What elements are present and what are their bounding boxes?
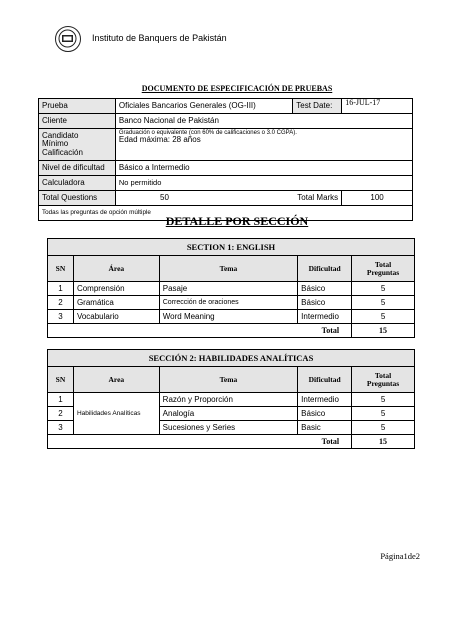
cliente-value: Banco Nacional de Pakistán (115, 114, 412, 129)
page-number: Página1de2 (380, 551, 420, 561)
table-row (48, 393, 415, 407)
total-marks-label: Total Marks (293, 191, 342, 206)
section2-total-label: Total (48, 435, 352, 449)
section2-header-dificultad: Dificultad (298, 367, 352, 393)
prueba-label: Prueba (39, 99, 116, 114)
total-questions-label: Total Questions (39, 191, 116, 206)
section1-caption: SECTION 1: ENGLISH (48, 239, 415, 256)
tema-cell: Pasaje (159, 282, 297, 296)
area-cell: Vocabulario (73, 310, 159, 324)
prueba-value: Oficiales Bancarios Generales (OG-III) (115, 99, 292, 114)
area-cell: Comprensión (73, 282, 159, 296)
test-date-value: 16-JUL-17 (342, 99, 413, 114)
sn-cell: 1 (48, 393, 74, 407)
spec-note: Todas las preguntas de opción múltiple (39, 206, 413, 221)
test-date-label: Test Date: (293, 99, 342, 114)
section1-header-tema: Tema (159, 256, 297, 282)
candidato-age: Edad máxima: 28 años (118, 135, 201, 145)
dificultad-cell: Intermedio (298, 310, 352, 324)
section1-header-sn: SN (48, 256, 74, 282)
table-row (48, 282, 415, 296)
total-questions-value: 50 (115, 191, 213, 206)
section2-header-area: Area (73, 367, 159, 393)
institution-logo (55, 26, 81, 52)
dificultad-cell: Básico (298, 296, 352, 310)
spec-table (38, 98, 413, 221)
detail-title: DETALLE POR SECCIÓN (165, 214, 309, 228)
section1-header-area: Área (73, 256, 159, 282)
dificultad-cell: Básico (298, 407, 352, 421)
total-cell: 5 (352, 393, 415, 407)
nivel-value: Básico a Intermedio (115, 161, 412, 176)
section2-table (47, 349, 415, 449)
area-cell: Habilidades Analíticas (73, 393, 159, 435)
section1-table (47, 238, 415, 338)
nivel-label: Nivel de dificultad (39, 161, 116, 176)
sn-cell: 3 (48, 421, 74, 435)
total-marks-value: 100 (342, 191, 413, 206)
total-cell: 5 (352, 282, 415, 296)
calculadora-label: Calculadora (39, 176, 116, 191)
total-cell: 5 (352, 296, 415, 310)
total-cell: 5 (352, 421, 415, 435)
section1-total-value: 15 (352, 324, 415, 338)
area-cell: Gramática (73, 296, 159, 310)
candidato-value (115, 129, 412, 161)
dificultad-cell: Intermedio (298, 393, 352, 407)
total-cell: 5 (352, 310, 415, 324)
section2-header-total: Total Preguntas (352, 367, 415, 393)
table-row (48, 310, 415, 324)
candidato-requirement: Graduación o equivalente (con 60% de calificaciones o 3.0 CGPA). (118, 130, 297, 136)
document-title: DOCUMENTO DE ESPECIFICACIÓN DE PRUEBAS (141, 84, 333, 93)
section2-total-value: 15 (352, 435, 415, 449)
sn-cell: 1 (48, 282, 74, 296)
tema-cell: Razón y Proporción (159, 393, 297, 407)
section2-caption: SECCIÓN 2: HABILIDADES ANALÍTICAS (48, 350, 415, 367)
section1-header-total: Total Preguntas (352, 256, 415, 282)
calculadora-value: No permitido (115, 176, 412, 191)
institution-name: Instituto de Banquers de Pakistán (92, 33, 227, 43)
candidato-label: Candidato Mínimo Calificación (39, 129, 116, 161)
tema-cell: Corrección de oraciones (159, 296, 297, 310)
dificultad-cell: Basic (298, 421, 352, 435)
sn-cell: 3 (48, 310, 74, 324)
section1-header-dificultad: Dificultad (298, 256, 352, 282)
section2-header-tema: Tema (159, 367, 297, 393)
section2-header-sn: SN (48, 367, 74, 393)
dificultad-cell: Básico (298, 282, 352, 296)
tema-cell: Analogía (159, 407, 297, 421)
table-row (48, 296, 415, 310)
tema-cell: Word Meaning (159, 310, 297, 324)
section1-total-label: Total (48, 324, 352, 338)
tema-cell: Sucesiones y Series (159, 421, 297, 435)
cliente-label: Cliente (39, 114, 116, 129)
total-cell: 5 (352, 407, 415, 421)
sn-cell: 2 (48, 296, 74, 310)
sn-cell: 2 (48, 407, 74, 421)
